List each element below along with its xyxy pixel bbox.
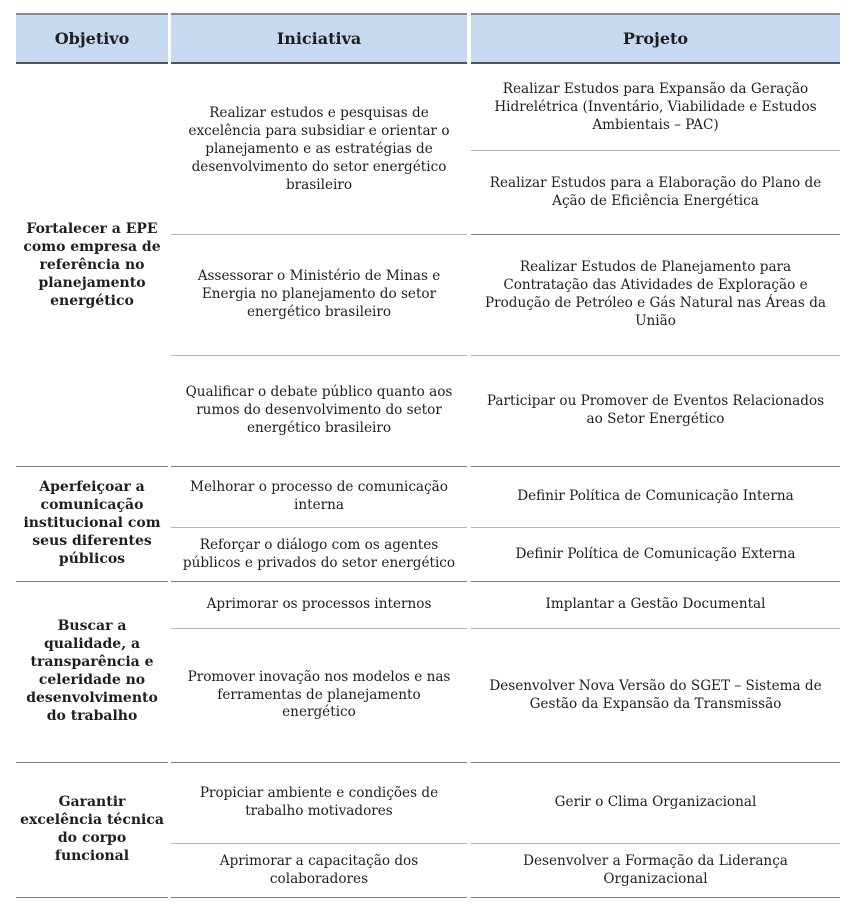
iniciativa-cell: Aprimorar os processos internos — [206, 596, 432, 613]
iniciativa-cell: Realizar estudos e pesquisas de excelência para subsidiar e orientar o planejamento e as estratégias de desenvolvimento do setor energético brasileiro — [188, 105, 450, 193]
header-iniciativa-label: Iniciativa — [276, 29, 362, 48]
iniciativa-cell: Assessorar o Ministério de Minas e Energia no planejamento do setor energético brasileiro — [197, 268, 441, 320]
iniciativa-divider — [171, 466, 467, 467]
projeto-divider — [471, 466, 840, 467]
table-bottom-rule — [471, 897, 840, 898]
projeto-divider — [471, 628, 840, 629]
projeto-divider — [471, 762, 840, 763]
projeto-cell: Realizar Estudos de Planejamento para Contratação das Atividades de Exploração e Produção de Petróleo e Gás Natural nas Áreas da União — [484, 259, 827, 329]
projeto-divider — [471, 843, 840, 844]
iniciativa-cell: Reforçar o diálogo com os agentes públicos e privados do setor energético — [182, 536, 456, 571]
iniciativa-cell: Promover inovação nos modelos e nas ferramentas de planejamento energético — [187, 668, 451, 721]
objetivo-divider — [16, 581, 168, 582]
iniciativa-divider — [171, 581, 467, 582]
objetivo-cell: Buscar a qualidade, a transparência e celeridade no desenvolvimento do trabalho — [26, 618, 158, 724]
projeto-cell: Definir Política de Comunicação Interna — [517, 488, 794, 505]
table-bottom-rule — [171, 897, 467, 898]
header-objetivo — [16, 13, 168, 64]
objetivo-cell: Aperfeiçoar a comunicação institucional com seus diferentes públicos — [23, 479, 161, 567]
header-iniciativa — [171, 13, 467, 64]
projeto-divider — [471, 527, 840, 528]
objetivo-cell: Fortalecer a EPE como empresa de referência no planejamento energético — [23, 221, 161, 309]
projeto-cell: Gerir o Clima Organizacional — [554, 794, 757, 811]
projeto-cell: Realizar Estudos para Expansão da Geração Hidrelétrica (Inventário, Viabilidade e Estudos Ambientais – PAC) — [494, 81, 817, 133]
projeto-divider — [471, 150, 840, 151]
iniciativa-cell: Qualificar o debate público quanto aos rumos do desenvolvimento do setor energético brasileiro — [185, 384, 453, 436]
projeto-cell: Definir Política de Comunicação Externa — [515, 545, 796, 562]
iniciativa-divider — [171, 843, 467, 844]
iniciativa-divider — [171, 762, 467, 763]
objetivo-divider — [16, 762, 168, 763]
projeto-divider — [471, 234, 840, 235]
iniciativa-cell: Melhorar o processo de comunicação interna — [190, 479, 448, 513]
projeto-cell: Realizar Estudos para a Elaboração do Plano de Ação de Eficiência Energética — [489, 174, 822, 209]
iniciativa-divider — [171, 234, 467, 235]
projeto-divider — [471, 581, 840, 582]
objetivo-divider — [16, 466, 168, 467]
iniciativa-divider — [171, 628, 467, 629]
table-bottom-rule — [16, 897, 168, 898]
header-objetivo-label: Objetivo — [54, 29, 130, 48]
projeto-divider — [471, 355, 840, 356]
iniciativa-cell: Aprimorar a capacitação dos colaboradores — [219, 852, 419, 887]
iniciativa-divider — [171, 355, 467, 356]
iniciativa-divider — [171, 527, 467, 528]
projeto-cell: Implantar a Gestão Documental — [545, 596, 766, 613]
projeto-cell: Desenvolver Nova Versão do SGET – Sistema de Gestão da Expansão da Transmissão — [489, 677, 822, 712]
header-projeto — [471, 13, 840, 64]
objetivo-cell: Garantir excelência técnica do corpo funcional — [20, 794, 164, 864]
projeto-cell: Desenvolver a Formação da Liderança Organizacional — [523, 852, 788, 887]
header-projeto-label: Projeto — [622, 29, 689, 48]
iniciativa-cell: Propiciar ambiente e condições de trabalho motivadores — [199, 785, 439, 819]
projeto-cell: Participar ou Promover de Eventos Relacionados ao Setor Energético — [486, 393, 825, 427]
